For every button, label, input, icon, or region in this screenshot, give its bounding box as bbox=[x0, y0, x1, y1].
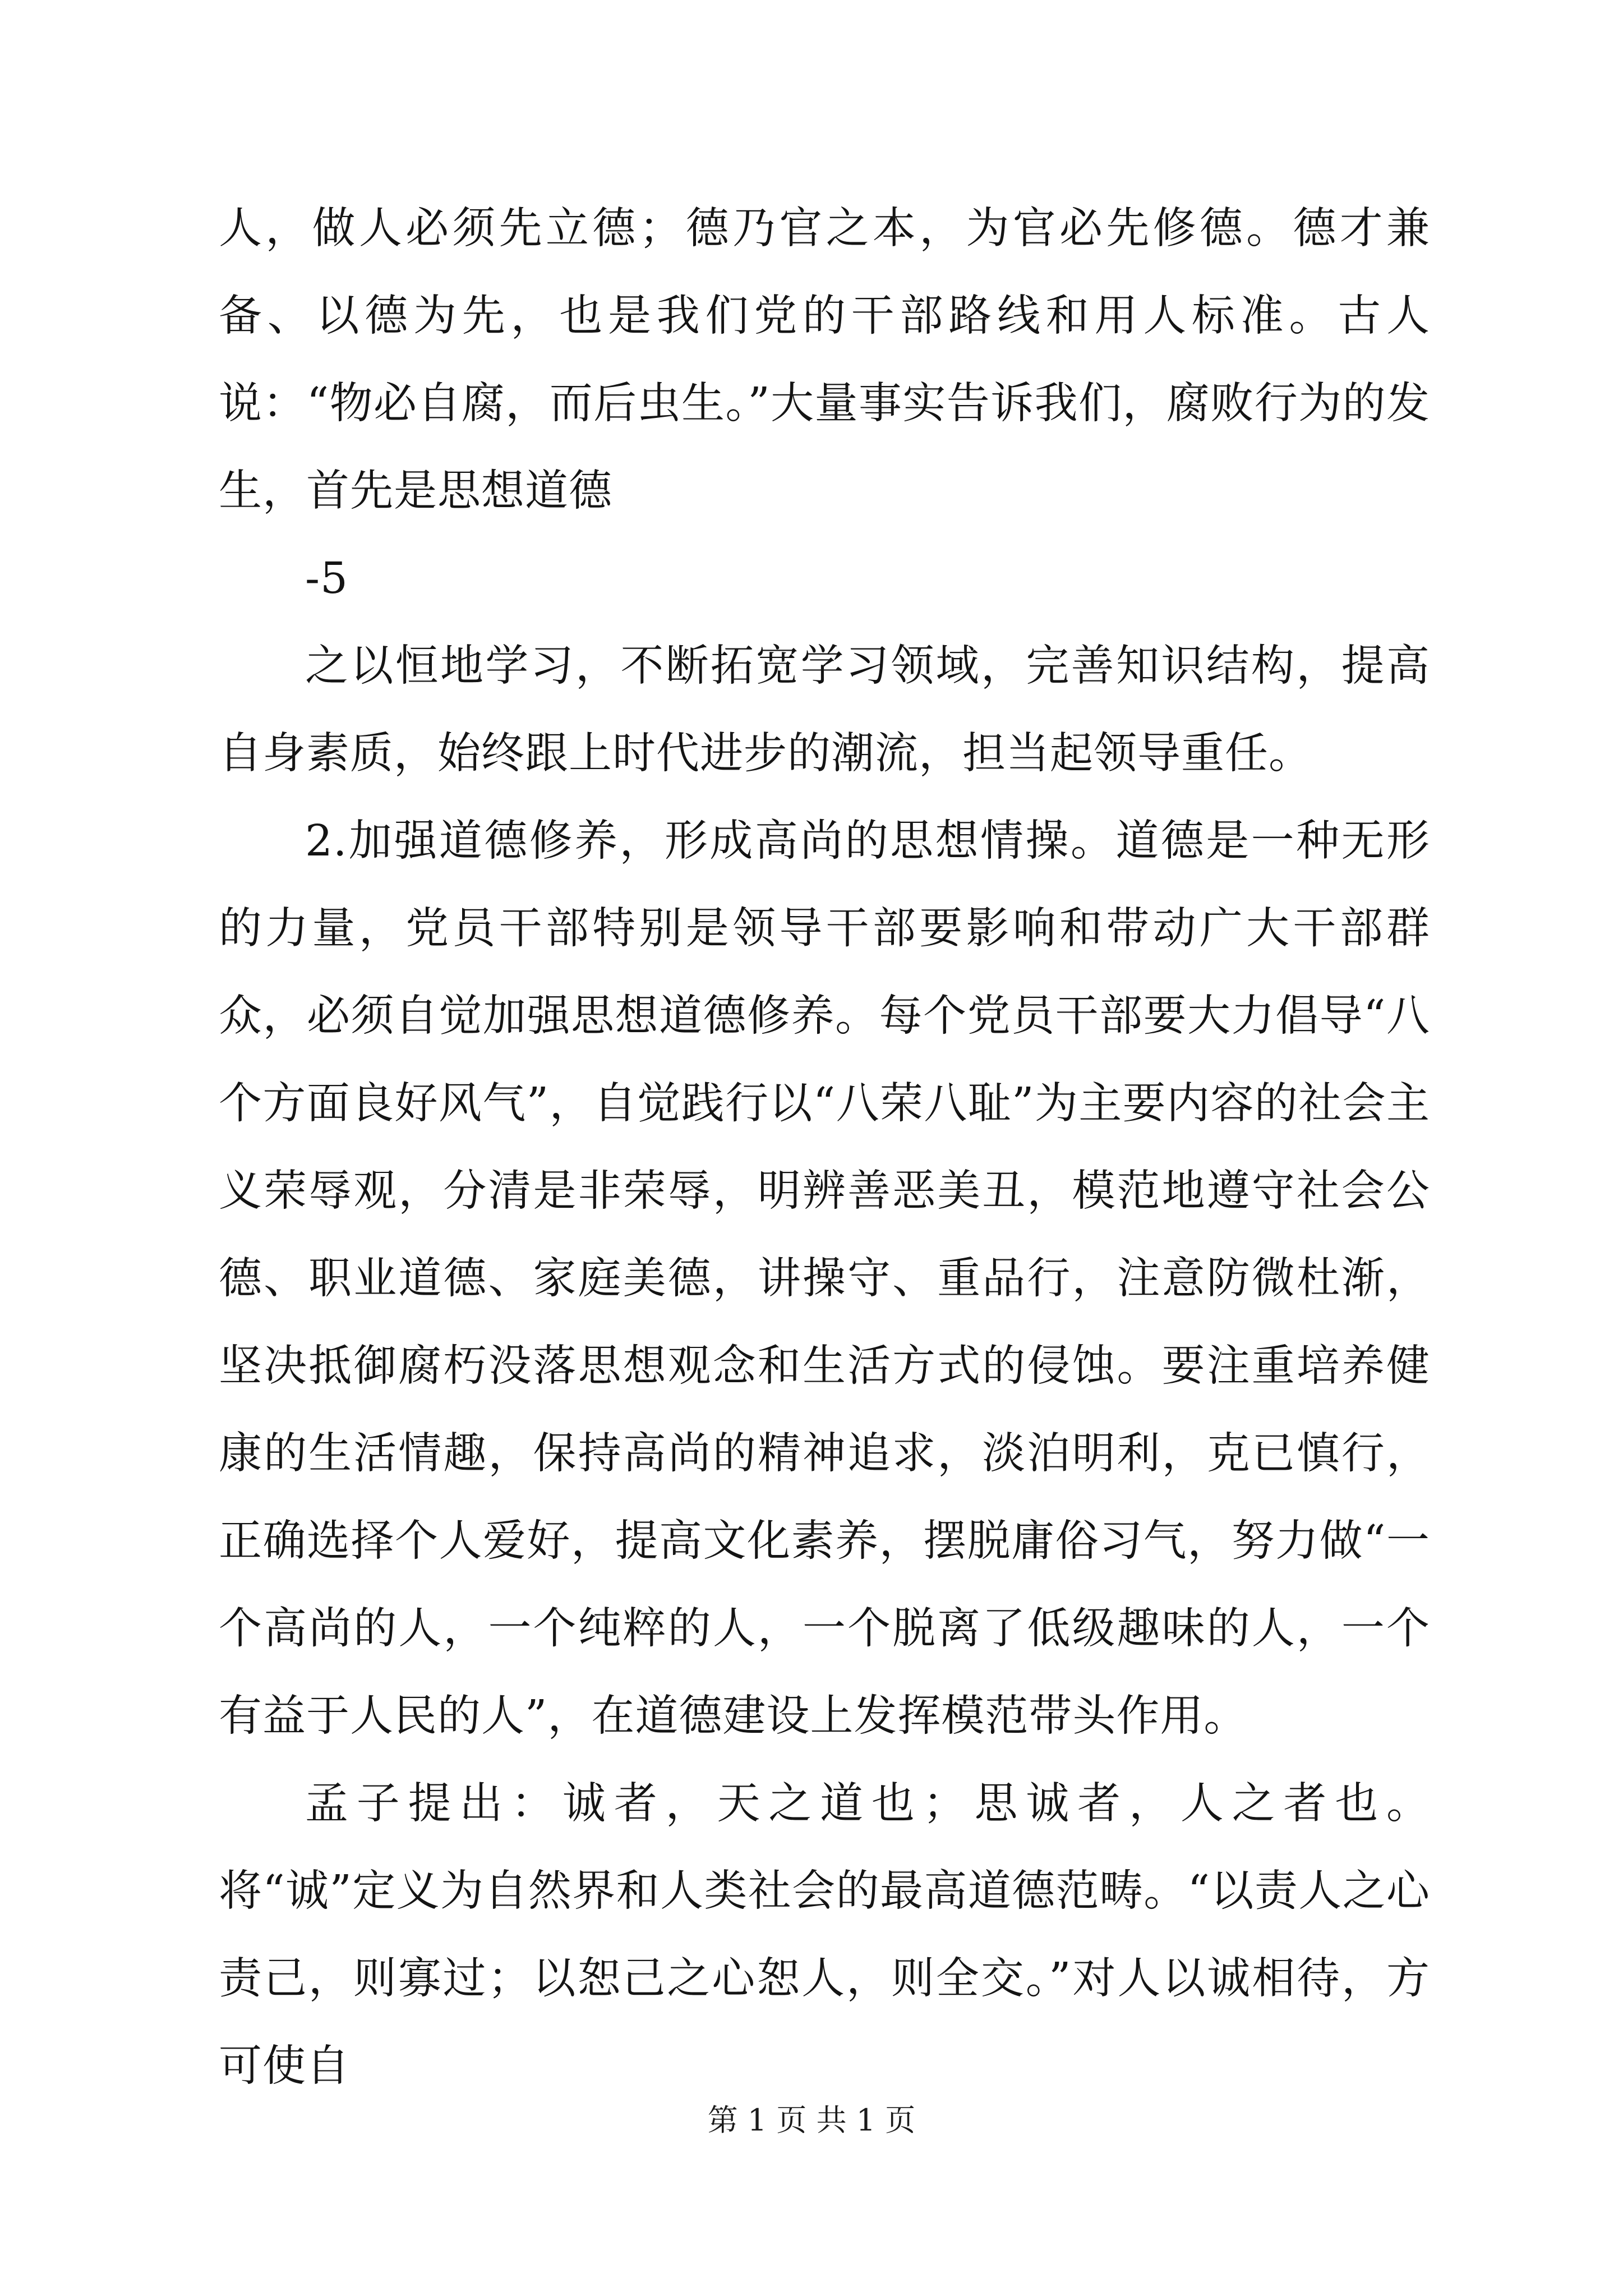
paragraph: 之以恒地学习，不断拓宽学习领域，完善知识结构，提高自身素质，始终跟上时代进步的潮流，担当起领导重任。 bbox=[219, 641, 1430, 779]
document-body bbox=[219, 185, 1430, 2110]
page-footer: 第 1 页 共 1 页 bbox=[707, 2102, 916, 2138]
page-marker: -5 bbox=[305, 554, 349, 604]
paragraph: 2.加强道德修养，形成高尚的思想情操。道德是一种无形的力量，党员干部特别是领导干部要影响和带动广大干部群众，必须自觉加强思想道德修养。每个党员干部要大力倡导“八个方面良好风气”，自觉践行以“八荣八耻”为主要内容的社会主义荣辱观，分清是非荣辱，明辨善恶美丑，模范地遵守社会公德、职业道德、家庭美德，讲操守、重品行，注意防微杜渐，坚决抵御腐朽没落思想观念和生活方式的侵蚀。要注重培养健康的生活情趣，保持高尚的精神追求，淡泊明利，克已慎行，正确选择个人爱好，提高文化素养，摆脱庸俗习气，努力做“一个高尚的人，一个纯粹的人，一个脱离了低级趣味的人，一个有益于人民的人”，在道德建设上发挥模范带头作用。 bbox=[219, 816, 1430, 1741]
paragraph: 孟子提出：诚者，天之道也；思诚者，人之者也。将“诚”定义为自然界和人类社会的最高道德范畴。“以责人之心责己，则寡过；以恕己之心恕人，则全交。”对人以诚相待，方可使自 bbox=[219, 1779, 1430, 2091]
paragraph: 人，做人必须先立德；德乃官之本，为官必先修德。德才兼备、以德为先，也是我们党的干部路线和用人标准。古人说：“物必自腐，而后虫生。”大量事实告诉我们，腐败行为的发生，首先是思想道德 bbox=[219, 204, 1430, 516]
